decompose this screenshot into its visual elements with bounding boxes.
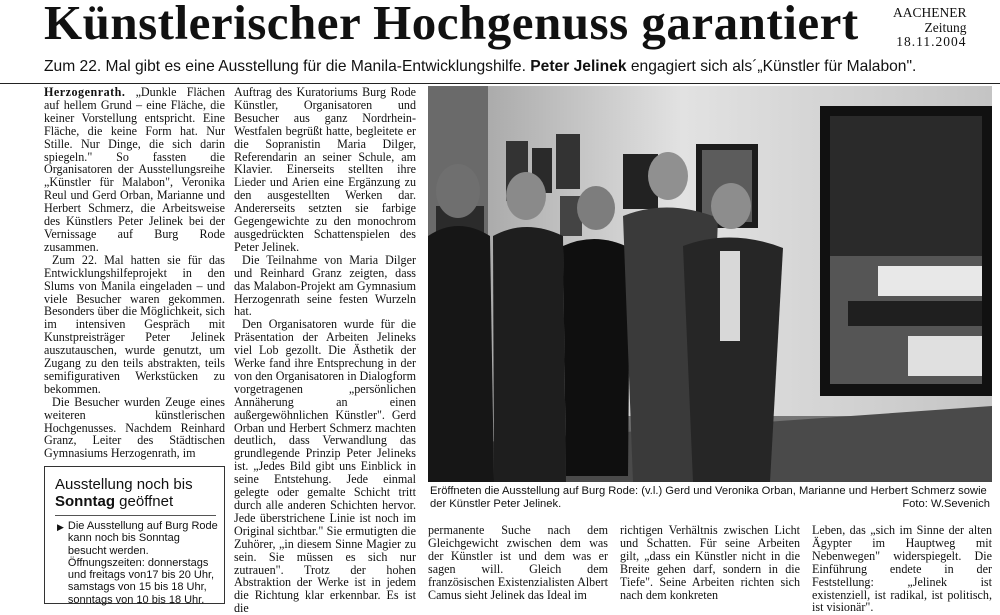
article-photo: [428, 86, 992, 482]
paragraph: Zum 22. Mal hatten sie für das Entwicklungshilfeprojekt in den Slums von Manila eingeladen – und viele Besucher waren gekommen. Besonders über die Möglichkeit, sich im intensiven Gespräch mit Kunstpreisträger Peter Jelinek auszutauschen, wurde genutzt, um Zugang zu den teils abstrakten, teils semifigurativen Werkstücken zu bekommen.: [44, 252, 225, 396]
info-box-body: [57, 520, 218, 606]
article-column-3: permanente Suche nach dem Gleichgewicht zwischen dem was der Künstler ist und dem was er sagen will. Gleich dem französischen Existenzialisten Albert Camus sieht Jelinek das Ideal im: [428, 523, 608, 602]
paragraph: Den Organisatoren wurde für die Präsentation der Arbeiten Jelineks viel Lob gezollt. Die Ästhetik der Werke fand ihre Entsprechung in der von den Organisatoren in Dialogform vorgetragenen „persönlichen Annäherung an einen außergewöhnlichen Künstler". Gerd Orban und Herbert Schmerz machten deutlich, dass Verwandlung das grundlegende Prinzip Peter Jelineks ist. „Jedes Bild gibt uns Einblick in seine Entstehung. Jede einmal gelegte oder gemalte Schicht tritt durch alle anderen Schichten hervor. Jede überstrichene Linie ist noch im Original sichtbar." Sie ermutigten die Zuhörer, „in diesem Sinne Magier zu sein. Sie müssen es sich nur zutrauen". Trotz der hohen Abstraktion der Werke ist in jedem die Richtung klar erkennbar. Es ist die: [234, 317, 416, 615]
newspaper-source: [893, 6, 967, 50]
dateline: Herzogenrath.: [44, 85, 126, 99]
caption-text: Eröffneten die Ausstellung auf Burg Rode: (v.l.) Gerd und Veronika Orban, Marianne und Herbert Schmerz sowie der Künstler Peter Jelinek.: [430, 485, 987, 510]
photo-credit: Foto: W.Sevenich: [902, 498, 990, 510]
paragraph: [44, 86, 225, 254]
publication-date: 18.11.2004: [896, 34, 967, 49]
info-box-title-bold: Sonntag: [55, 493, 115, 510]
newspaper-name: AACHENER: [893, 5, 967, 20]
article-column-5: Leben, das „sich im Sinne der alten Ägypter im Hauptweg mit Nebenwegen" widerspiegelt. Die Einführung endete in der Feststellung: „Jelinek ist existenziell, ist radikal, ist politisch, ist visionär".: [812, 523, 992, 615]
info-box-divider: [55, 515, 216, 516]
photo-caption: [430, 485, 990, 511]
info-box-text: Die Ausstellung auf Burg Rode kann noch bis Sonntag besucht werden. Öffnungszeiten: donnerstags und freitags von17 bis 20 Uhr, samstags von 15 bis 18 Uhr, sonntags von 10 bis 18 Uhr.: [67, 520, 218, 606]
info-box-title-line1: Ausstellung noch bis: [55, 476, 193, 493]
newspaper-section: Zeitung: [924, 19, 967, 35]
info-box: [44, 466, 225, 604]
paragraph-text: „Dunkle Flächen auf hellem Grund – eine Fläche, die keiner Vorstellung entspricht. Eine Fläche, die keine Form hat. Nur Stille. Nur Dinge, die sich darin spiegeln." So fassten die Organisatoren der Ausstellungsreihe „Künstler für Malabon", Veronika Reul und Gerd Orban, Marianne und Herbert Schmerz, die Arbeitsweise des Künstlers Peter Jelinek bei der Vernissage auf Burg Rode zusammen.: [44, 85, 225, 254]
paragraph: Die Teilnahme von Maria Dilger und Reinhard Granz zeigten, dass das Malabon-Projekt am Gymnasium Herzogenrath seine festen Wurzeln hat.: [234, 252, 416, 319]
info-box-title-rest: geöffnet: [119, 493, 174, 510]
photo-illustration: [428, 86, 992, 482]
subhead-tail: engagiert sich als´„Künstler für Malabon".: [630, 58, 917, 75]
article-column-4: richtigen Verhältnis zwischen Licht und Schatten. Für seine Arbeiten gilt, „dass ein Künstler nicht in die Breite gehen darf, sondern in die Tiefe". Seine Arbeiten richten sich nach dem konkreten: [620, 523, 800, 602]
subhead-name: Peter Jelinek: [530, 58, 627, 75]
subheadline: [44, 58, 916, 76]
headline: Künstlerischer Hochgenuss garantiert: [44, 0, 859, 50]
paragraph: Auftrag des Kuratoriums Burg Rode Künstler, Organisatoren und Besucher aus ganz Nordrhein-Westfalen begrüßt hatte, begleitete er die Sopranistin Maria Dilger, Referendarin an seiner Schule, am Klavier. Einerseits stellten ihre Lieder und Arien eine Ergänzung zu den ausgestellten Werken dar. Andererseits setzten sie farbige Gegengewichte zu den monochrom ausgedrückten Schattenspielen des Peter Jelinek.: [234, 85, 416, 254]
paragraph: Die Besucher wurden Zeuge eines weiteren künstlerischen Hochgenusses. Nachdem Reinhard Granz, Leiter des Städtischen Gymnasiums Herzogenrath, im: [44, 394, 225, 461]
divider: [0, 83, 1000, 84]
article-column-2: [234, 86, 416, 615]
triangle-bullet-icon: ▶: [57, 522, 64, 532]
subhead-lead: Zum 22. Mal gibt es eine Ausstellung für die Manila-Entwicklungshilfe.: [44, 58, 526, 75]
article-column-1: [44, 86, 225, 460]
info-box-title: [55, 476, 224, 510]
